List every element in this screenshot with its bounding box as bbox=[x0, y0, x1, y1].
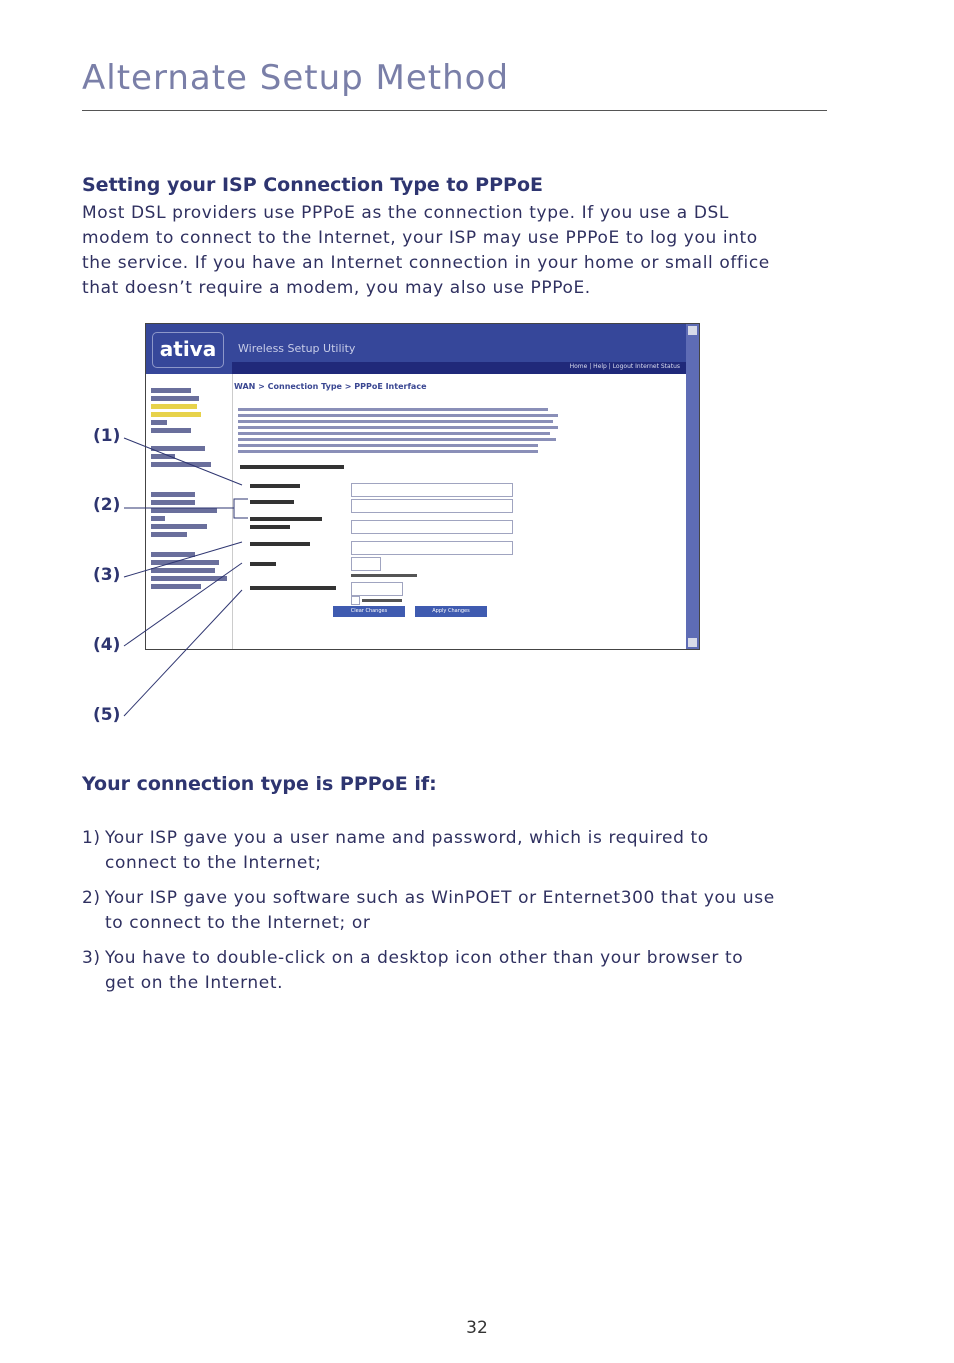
list-item bbox=[82, 826, 802, 876]
list-item-line: get on the Internet. bbox=[105, 973, 284, 993]
leader-line-4 bbox=[124, 563, 242, 646]
intro-line: the service. If you have an Internet connection in your home or small office bbox=[82, 253, 770, 273]
leader-line-1 bbox=[124, 438, 242, 485]
leader-line-5 bbox=[124, 590, 242, 716]
list-item-line: to connect to the Internet; or bbox=[105, 913, 371, 933]
intro-line: modem to connect to the Internet, your ISP may use PPPoE to log you into bbox=[82, 228, 758, 248]
intro-line: Most DSL providers use PPPoE as the connection type. If you use a DSL bbox=[82, 203, 729, 223]
list-item-line: connect to the Internet; bbox=[105, 853, 322, 873]
callout-5: (5) bbox=[93, 705, 121, 725]
list-item-line: Your ISP gave you a user name and password, which is required to bbox=[105, 828, 709, 848]
apply-changes-button: Apply Changes bbox=[415, 606, 487, 617]
section-heading: Setting your ISP Connection Type to PPPoE bbox=[82, 174, 543, 196]
clear-changes-button: Clear Changes bbox=[333, 606, 405, 617]
page-number: 32 bbox=[466, 1318, 488, 1338]
list-item-number: 2) bbox=[82, 888, 101, 908]
list-item bbox=[82, 886, 802, 936]
ativa-logo: ativa bbox=[152, 332, 224, 368]
app-title: Wireless Setup Utility bbox=[238, 342, 356, 355]
list-item-line: Your ISP gave you software such as WinPOET or Enternet300 that you use bbox=[105, 888, 775, 908]
intro-line: that doesn’t require a modem, you may also use PPPoE. bbox=[82, 278, 591, 298]
screenshot-breadcrumb: WAN > Connection Type > PPPoE Interface bbox=[234, 382, 427, 391]
callout-1: (1) bbox=[93, 426, 121, 446]
list-item-number: 1) bbox=[82, 828, 101, 848]
list-item-line: You have to double-click on a desktop icon other than your browser to bbox=[105, 948, 744, 968]
top-nav: Home | Help | Logout Internet Status bbox=[569, 363, 680, 370]
leader-line-3 bbox=[124, 542, 242, 577]
page-title: Alternate Setup Method bbox=[82, 58, 510, 98]
list-item-number: 3) bbox=[82, 948, 101, 968]
callout-4: (4) bbox=[93, 635, 121, 655]
pppoe-criteria-list bbox=[82, 826, 802, 1006]
callout-2: (2) bbox=[93, 495, 121, 515]
list-heading: Your connection type is PPPoE if: bbox=[82, 773, 437, 795]
list-item bbox=[82, 946, 802, 996]
leader-bracket-2 bbox=[234, 499, 248, 518]
callout-3: (3) bbox=[93, 565, 121, 585]
